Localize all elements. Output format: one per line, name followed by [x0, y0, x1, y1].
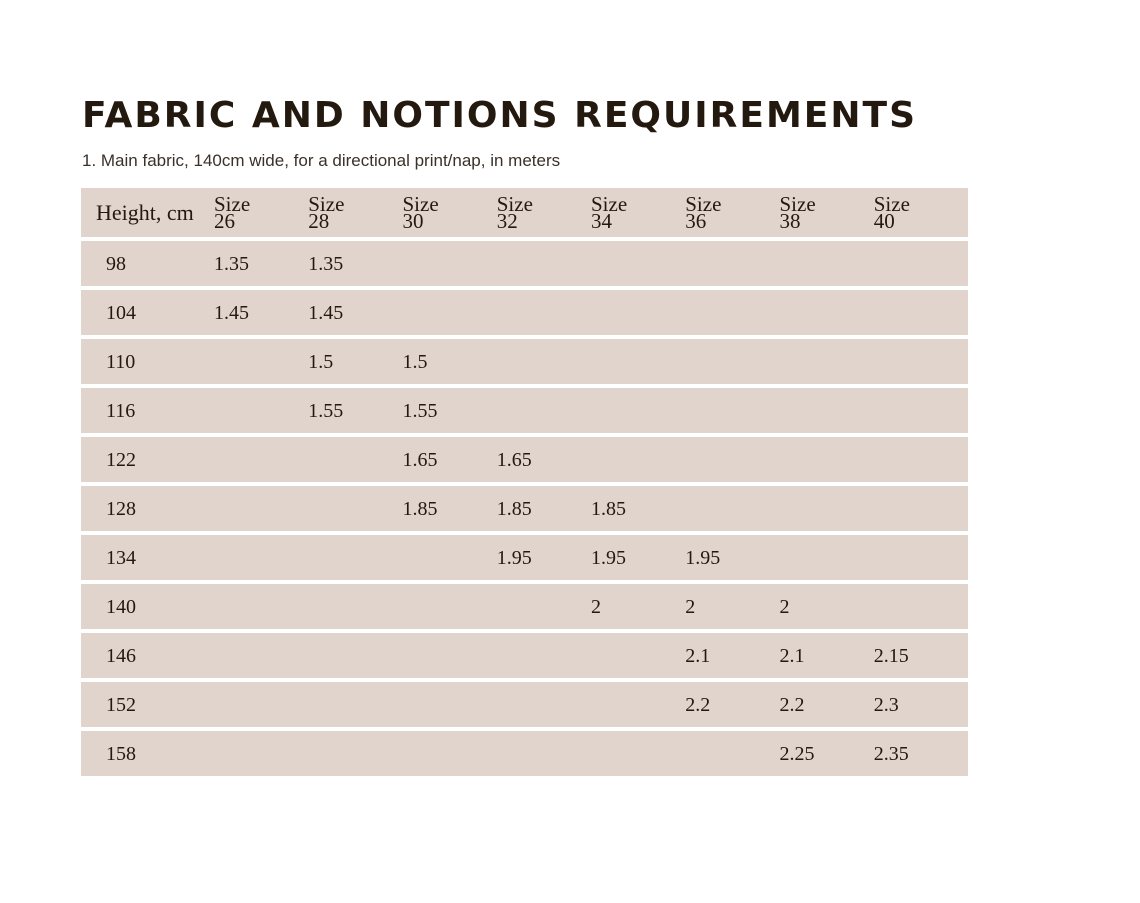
table-row: [81, 682, 968, 727]
fabric-length-cell: [308, 633, 402, 678]
fabric-length-cell: 1.85: [403, 486, 497, 531]
fabric-length-cell: [308, 437, 402, 482]
header-size-word: Size: [402, 191, 439, 216]
fabric-length-cell: [308, 682, 402, 727]
height-cell: 128: [81, 486, 214, 531]
table-row: [81, 241, 968, 286]
fabric-length-cell: [497, 388, 591, 433]
fabric-length-cell: [403, 535, 497, 580]
fabric-length-cell: [497, 584, 591, 629]
fabric-length-cell: [874, 486, 968, 531]
fabric-length-cell: 1.85: [591, 486, 685, 531]
header-size-32: [497, 188, 591, 237]
fabric-length-cell: [591, 241, 685, 286]
fabric-length-cell: [685, 486, 779, 531]
table-row: [81, 633, 968, 678]
fabric-length-cell: [685, 388, 779, 433]
fabric-length-cell: [497, 731, 591, 776]
fabric-length-cell: [308, 486, 402, 531]
height-cell: 134: [81, 535, 214, 580]
table-row: [81, 731, 968, 776]
fabric-length-cell: [308, 584, 402, 629]
header-size-word: Size: [591, 191, 628, 216]
fabric-length-cell: 1.45: [214, 290, 308, 335]
fabric-length-cell: [403, 682, 497, 727]
header-size-number: 34: [591, 208, 612, 233]
fabric-length-cell: [780, 535, 874, 580]
fabric-length-cell: [308, 731, 402, 776]
fabric-length-cell: 2.35: [874, 731, 968, 776]
fabric-length-cell: 1.95: [685, 535, 779, 580]
fabric-length-cell: [780, 437, 874, 482]
fabric-length-cell: 1.5: [403, 339, 497, 384]
fabric-length-cell: 2.25: [780, 731, 874, 776]
height-cell: 104: [81, 290, 214, 335]
fabric-length-cell: 1.85: [497, 486, 591, 531]
table-row: [81, 339, 968, 384]
fabric-length-cell: [591, 437, 685, 482]
fabric-length-cell: [214, 388, 308, 433]
fabric-requirements-table: [81, 184, 968, 780]
header-height: Height, cm: [81, 188, 214, 237]
fabric-length-cell: [874, 535, 968, 580]
fabric-length-cell: 1.65: [403, 437, 497, 482]
fabric-length-cell: [874, 388, 968, 433]
fabric-length-cell: 1.65: [497, 437, 591, 482]
fabric-length-cell: 2.15: [874, 633, 968, 678]
fabric-length-cell: [591, 633, 685, 678]
fabric-length-cell: [685, 437, 779, 482]
fabric-length-cell: [685, 731, 779, 776]
fabric-length-cell: 1.95: [497, 535, 591, 580]
table-row: [81, 290, 968, 335]
height-cell: 152: [81, 682, 214, 727]
fabric-length-cell: [497, 339, 591, 384]
fabric-length-cell: [214, 437, 308, 482]
fabric-length-cell: [874, 290, 968, 335]
header-size-number: 30: [402, 208, 424, 233]
header-size-number: 26: [214, 208, 235, 233]
fabric-length-cell: 2.2: [685, 682, 779, 727]
fabric-length-cell: 2.1: [685, 633, 779, 678]
header-size-number: 40: [873, 208, 895, 233]
table-row: [81, 437, 968, 482]
fabric-length-cell: [780, 339, 874, 384]
fabric-length-cell: [214, 486, 308, 531]
fabric-length-cell: [308, 535, 402, 580]
header-size-number: 36: [685, 208, 707, 233]
fabric-length-cell: [685, 241, 779, 286]
fabric-length-cell: [591, 339, 685, 384]
fabric-length-cell: 1.35: [214, 241, 308, 286]
fabric-length-cell: [780, 388, 874, 433]
fabric-length-cell: [497, 682, 591, 727]
table-row: [81, 486, 968, 531]
header-size-word: Size: [214, 191, 251, 216]
fabric-length-cell: [403, 584, 497, 629]
fabric-length-cell: [403, 241, 497, 286]
fabric-length-cell: [874, 437, 968, 482]
header-size-36: [685, 188, 779, 237]
header-size-word: Size: [685, 191, 722, 216]
height-cell: 122: [81, 437, 214, 482]
height-cell: 140: [81, 584, 214, 629]
header-size-number: 38: [779, 208, 801, 233]
fabric-length-cell: [874, 584, 968, 629]
fabric-length-cell: 1.45: [308, 290, 402, 335]
fabric-length-cell: 1.35: [308, 241, 402, 286]
fabric-length-cell: [497, 241, 591, 286]
fabric-length-cell: 1.55: [308, 388, 402, 433]
fabric-length-cell: 2.1: [780, 633, 874, 678]
height-cell: 110: [81, 339, 214, 384]
fabric-length-cell: 2: [780, 584, 874, 629]
fabric-length-cell: [780, 290, 874, 335]
page-title: FABRIC AND NOTIONS REQUIREMENTS: [82, 95, 917, 136]
fabric-length-cell: 1.95: [591, 535, 685, 580]
header-size-number: 28: [308, 208, 330, 233]
fabric-length-cell: 1.55: [403, 388, 497, 433]
fabric-length-cell: [214, 535, 308, 580]
table-row: [81, 388, 968, 433]
header-size-38: [780, 188, 874, 237]
fabric-length-cell: [685, 290, 779, 335]
fabric-length-cell: 2: [591, 584, 685, 629]
fabric-requirements-table-container: [81, 188, 968, 780]
header-size-40: [874, 188, 968, 237]
table-header: [81, 188, 968, 237]
header-size-28: [308, 188, 402, 237]
fabric-length-cell: [591, 388, 685, 433]
fabric-length-cell: [591, 290, 685, 335]
fabric-length-cell: [403, 731, 497, 776]
header-size-word: Size: [873, 191, 910, 216]
table-row: [81, 535, 968, 580]
fabric-length-cell: [874, 241, 968, 286]
fabric-length-cell: [403, 633, 497, 678]
height-cell: 146: [81, 633, 214, 678]
header-row: [81, 188, 968, 237]
table-row: [81, 584, 968, 629]
table-caption: 1. Main fabric, 140cm wide, for a directional print/nap, in meters: [82, 151, 561, 170]
header-size-word: Size: [779, 191, 816, 216]
fabric-length-cell: [591, 731, 685, 776]
height-cell: 98: [81, 241, 214, 286]
fabric-length-cell: 2.3: [874, 682, 968, 727]
height-cell: 158: [81, 731, 214, 776]
fabric-length-cell: [214, 731, 308, 776]
fabric-length-cell: [403, 290, 497, 335]
fabric-length-cell: 1.5: [308, 339, 402, 384]
fabric-length-cell: [497, 633, 591, 678]
fabric-length-cell: 2.2: [780, 682, 874, 727]
header-size-word: Size: [308, 191, 345, 216]
fabric-length-cell: [214, 339, 308, 384]
fabric-length-cell: [874, 339, 968, 384]
fabric-length-cell: [780, 486, 874, 531]
header-size-30: [403, 188, 497, 237]
header-size-26: [214, 188, 308, 237]
fabric-length-cell: [591, 682, 685, 727]
height-cell: 116: [81, 388, 214, 433]
table-body: [81, 241, 968, 776]
fabric-length-cell: [685, 339, 779, 384]
header-size-number: 32: [496, 208, 518, 233]
fabric-length-cell: 2: [685, 584, 779, 629]
fabric-length-cell: [214, 633, 308, 678]
fabric-length-cell: [214, 584, 308, 629]
fabric-length-cell: [497, 290, 591, 335]
fabric-length-cell: [780, 241, 874, 286]
header-size-word: Size: [496, 191, 533, 216]
header-size-34: [591, 188, 685, 237]
fabric-length-cell: [214, 682, 308, 727]
